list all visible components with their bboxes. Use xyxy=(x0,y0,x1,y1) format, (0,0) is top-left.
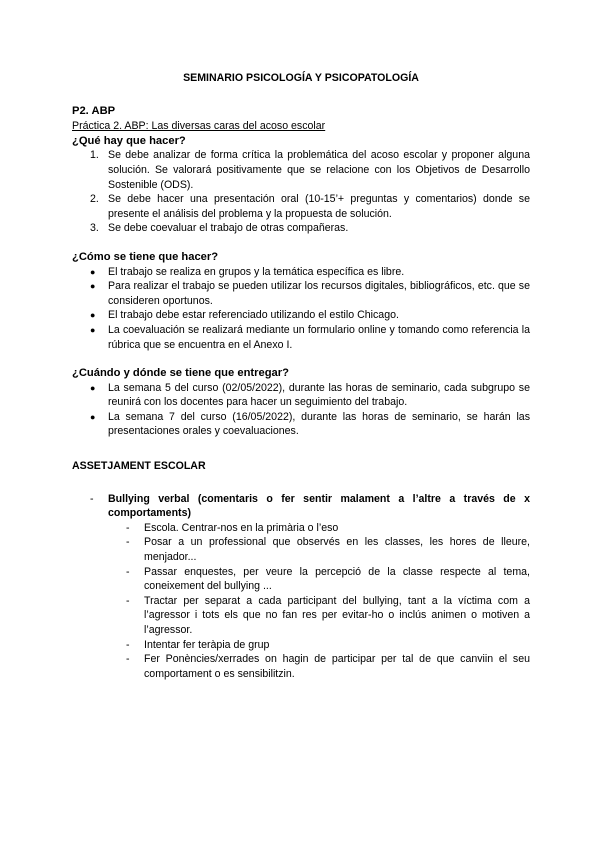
list-item-text: El trabajo debe estar referenciado utilizando el estilo Chicago. xyxy=(108,309,399,322)
bullet-icon: ● xyxy=(90,266,96,277)
list-item xyxy=(72,265,530,280)
list-item xyxy=(72,535,530,564)
list-item xyxy=(72,565,530,594)
section-assetjament xyxy=(72,459,530,681)
list-item xyxy=(72,148,530,192)
list-item xyxy=(72,492,530,521)
list-item-text: La semana 5 del curso (02/05/2022), durante las horas de seminario, cada subgrupo se reunirá con los docentes para hacer un seguimiento del trabajo. xyxy=(108,381,530,409)
list-item-text: La coevaluación se realizará mediante un formulario online y tomando como referencia la rúbrica que se encuentra en el Anexo I. xyxy=(108,323,530,351)
list-number: 2. xyxy=(90,193,99,206)
list-item xyxy=(72,323,530,352)
practice-code: P2. ABP xyxy=(72,104,116,117)
list-item-text: Se debe hacer una presentación oral (10-15’+ preguntas y comentarios) donde se presente el análisis del problema y la propuesta de solución. xyxy=(108,193,530,220)
bullet-icon: ● xyxy=(90,382,96,393)
section-what-to-do xyxy=(72,134,530,236)
dash-icon: - xyxy=(126,565,130,578)
list-item-text: Posar a un professional que observés en les classes, les hores de lleure, menjador... xyxy=(144,536,530,564)
dash-icon: - xyxy=(126,521,130,534)
list-item-text: Tractar per separat a cada participant del bullying, tant a la víctima com a l’agressor i tots els que no fan res per evitar-ho o inclús animen o motiven a l’agressor. xyxy=(144,594,530,636)
dash-icon: - xyxy=(126,594,130,607)
dash-icon: - xyxy=(126,653,130,666)
section-heading-assetjament: ASSETJAMENT ESCOLAR xyxy=(72,460,206,473)
list-item xyxy=(72,652,530,681)
list-number: 1. xyxy=(90,149,99,162)
numbered-list xyxy=(72,148,530,236)
list-item xyxy=(72,308,530,323)
list-item-text: El trabajo se realiza en grupos y la temática específica es libre. xyxy=(108,265,405,278)
list-item xyxy=(72,221,530,236)
list-item xyxy=(72,279,530,308)
bullet-list xyxy=(72,265,530,353)
list-item xyxy=(72,594,530,638)
list-item-text: Escola. Centrar-nos en la primària o l’eso xyxy=(144,521,339,534)
list-item-text: Passar enquestes, per veure la percepció de la classe respecte al tema, coneixement del bullying ... xyxy=(144,565,530,593)
practice-subtitle: Práctica 2. ABP: Las diversas caras del acoso escolar xyxy=(72,120,326,133)
list-item xyxy=(72,192,530,221)
bullet-icon: ● xyxy=(90,310,96,321)
list-item-text: Intentar fer teràpia de grup xyxy=(144,638,270,651)
list-item-text: Se debe analizar de forma crítica la problemática del acoso escolar y proponer alguna solución. Se valorará positivamente que se relacione con los Objetivos de Desarrollo Sostenible (ODS). xyxy=(108,149,530,191)
dash-icon: - xyxy=(90,492,94,505)
section-heading-when: ¿Cuándo y dónde se tiene que entregar? xyxy=(72,367,289,380)
list-item-text: Se debe coevaluar el trabajo de otras compañeras. xyxy=(108,222,349,235)
list-number: 3. xyxy=(90,222,99,235)
list-item-text: Para realizar el trabajo se pueden utilizar los recursos digitales, bibliográficos, etc. que se consideren oportunos. xyxy=(108,280,530,307)
bullet-icon: ● xyxy=(90,281,96,292)
list-item xyxy=(72,410,530,439)
list-item-text: La semana 7 del curso (16/05/2022), durante las horas de seminario, se harán las presentaciones orales y coevaluaciones. xyxy=(108,410,530,438)
bullet-icon: ● xyxy=(90,324,96,335)
bullet-list xyxy=(72,381,530,439)
bullet-icon: ● xyxy=(90,411,96,422)
list-item xyxy=(72,638,530,653)
sub-list xyxy=(72,521,530,682)
dash-icon: - xyxy=(126,638,130,651)
section-heading-what: ¿Qué hay que hacer? xyxy=(72,134,186,147)
section-how-to-do xyxy=(72,250,530,352)
section-heading-how: ¿Cómo se tiene que hacer? xyxy=(72,250,219,263)
section-when-where xyxy=(72,366,530,439)
bullying-block xyxy=(72,492,530,682)
list-item xyxy=(72,381,530,410)
list-item-text: Bullying verbal (comentaris o fer sentir malament a l’altre a través de x comportaments) xyxy=(108,492,530,520)
document-title: SEMINARIO PSICOLOGÍA Y PSICOPATOLOGÍA xyxy=(183,72,419,84)
list-item xyxy=(72,521,530,536)
dash-icon: - xyxy=(126,536,130,549)
list-item-text: Fer Ponències/xerrades on hagin de participar per tal de que canviin el seu comportament o es sensibilitzin. xyxy=(144,653,530,680)
